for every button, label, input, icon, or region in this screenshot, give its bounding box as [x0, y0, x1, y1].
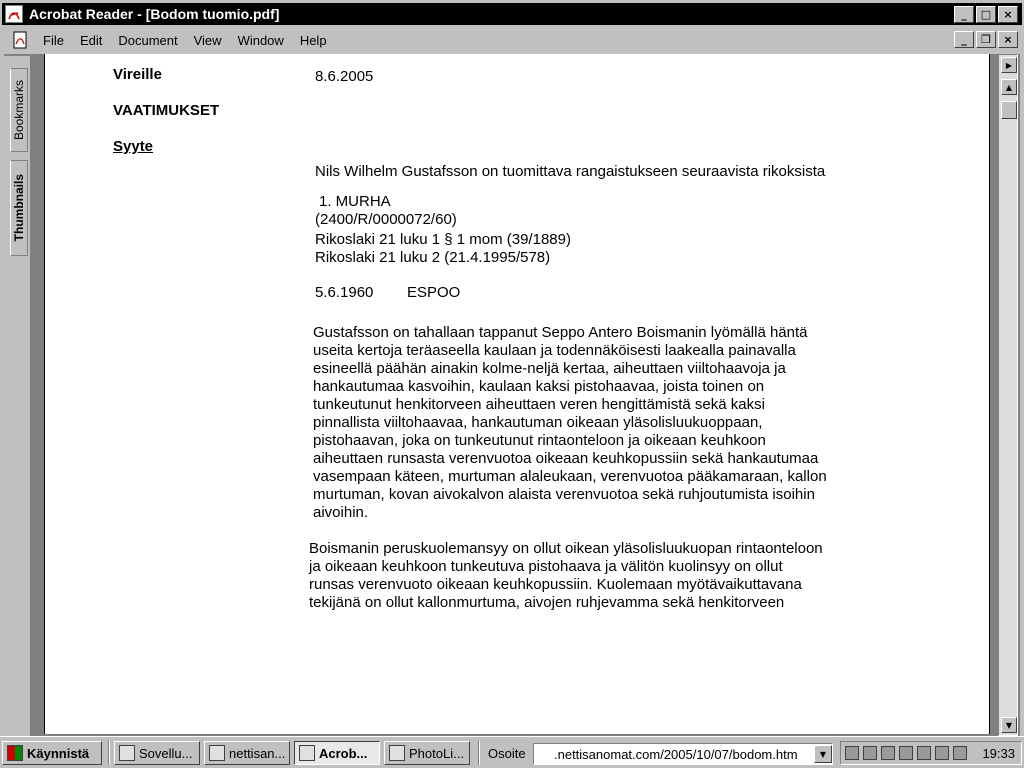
scroll-thumb[interactable] [1001, 101, 1017, 119]
display-icon[interactable] [917, 746, 931, 760]
chevron-down-icon[interactable]: ▼ [814, 745, 832, 763]
scroll-right-arrow-icon[interactable]: ▶ [1001, 57, 1017, 73]
address-label: Osoite [488, 746, 526, 761]
intro-text: Nils Wilhelm Gustafsson on tuomittava rangaistukseen seuraavista rikoksista [315, 163, 826, 180]
paragraph-1-line: aiheuttaen runsasta verenvuotoa oikeaan keuhkopussiin sekä hankautumaa [313, 450, 819, 467]
address-field[interactable] [533, 743, 833, 765]
paragraph-2-line: tekijänä on ollut kallonmurtuma, aivojen ruhjevamma sekä henkitorveen [309, 594, 785, 611]
taskbar-button-acrobat[interactable] [294, 741, 380, 765]
tab-bookmarks-label: Bookmarks [12, 79, 26, 141]
menu-help[interactable]: Help [299, 32, 327, 48]
search-icon[interactable] [863, 746, 877, 760]
browser-icon [209, 745, 225, 761]
navigation-pane-tabs [4, 56, 30, 736]
paragraph-1-line: esineellä päähän ainakin kolme-neljä kertaa, aiheuttaen viiltohaavoja ja [313, 360, 786, 377]
taskbar-button-photolibrary[interactable] [384, 741, 470, 765]
start-button[interactable] [2, 741, 102, 765]
vireille-label: Vireille [113, 66, 162, 83]
paragraph-1-line: useita kertoja teräaseella kaulaan ja todennäköisesti laakealla painavalla [313, 342, 796, 359]
menu-document[interactable]: Document [118, 32, 178, 48]
menu-window[interactable]: Window [237, 32, 284, 48]
menubar [2, 28, 1022, 52]
paragraph-1-line: pistohaavan, joka on tunkeutunut rintaonteloon ja oikeaan keuhkoon [313, 432, 766, 449]
tab-thumbnails[interactable] [10, 160, 28, 256]
clock[interactable]: 19:33 [982, 745, 1015, 761]
paragraph-1-line: Gustafsson on tahallaan tappanut Seppo Antero Boismanin lyömällä häntä [313, 324, 808, 341]
paragraph-2-line: ja oikeaan keuhkoon tunkeutuva pistohaava ja välitön kuolinsyy on ollut [309, 558, 783, 575]
application-icon [119, 745, 135, 761]
paragraph-1-line: aivoihin. [313, 504, 369, 521]
law-reference-2: Rikoslaki 21 luku 2 (21.4.1995/578) [315, 249, 551, 266]
system-tray [840, 741, 1022, 765]
taskbar-button-label: Acrob... [319, 745, 368, 761]
address-value[interactable]: .nettisanomat.com/2005/10/07/bodom.htm [554, 746, 798, 762]
menu-file[interactable]: File [43, 32, 64, 48]
menu-edit[interactable]: Edit [79, 32, 103, 48]
syyte-label: Syyte [113, 138, 154, 155]
network-icon[interactable] [845, 746, 859, 760]
pdf-page [44, 54, 990, 734]
taskbar-button-nettisanomat[interactable] [204, 741, 290, 765]
tab-thumbnails-label: Thumbnails [12, 174, 26, 242]
vireille-date: 8.6.2005 [315, 68, 374, 85]
taskbar-button-label: Sovellu... [139, 745, 193, 761]
doc-minimize-button[interactable]: _ [954, 31, 974, 48]
scroll-down-arrow-icon[interactable]: ▼ [1001, 717, 1017, 733]
event-place: ESPOO [407, 284, 461, 301]
menu-view[interactable]: View [193, 32, 222, 48]
paragraph-2-line: runsas verenvuoto oikeaan keuhkopussiin. Kuolemaan myötävaikuttavana [309, 576, 802, 593]
taskbar-button-label: nettisan... [229, 745, 286, 761]
taskbar-button-label: PhotoLi... [409, 745, 464, 761]
acrobat-app-icon[interactable] [5, 5, 23, 23]
document-icon[interactable] [10, 30, 30, 50]
taskbar [0, 736, 1024, 768]
tab-bookmarks[interactable] [10, 68, 28, 152]
charge-title: 1. MURHA [319, 193, 391, 210]
acrobat-icon [299, 745, 315, 761]
settings-icon[interactable] [935, 746, 949, 760]
maximize-button[interactable]: □ [976, 6, 996, 23]
scroll-up-arrow-icon[interactable]: ▲ [1001, 79, 1017, 95]
antivirus-icon[interactable] [881, 746, 895, 760]
paragraph-1-line: vasempaan käteen, murtuman alaleukaan, verenvuotoa pääkamaraan, kallon [313, 468, 827, 485]
law-reference-1: Rikoslaki 21 luku 1 § 1 mom (39/1889) [315, 231, 571, 248]
close-button[interactable]: × [998, 6, 1018, 23]
window-titlebar[interactable] [2, 3, 1022, 25]
paragraph-1-line: pinnallista viiltohaavaa, hankautuman oikeaan yläsolisluukuoppaan, [313, 414, 763, 431]
paragraph-1-line: tunkeutunut henkitorveen aiheuttaen veren hengittämistä sekä kaksi [313, 396, 765, 413]
vertical-scrollbar[interactable] [998, 54, 1018, 736]
paragraph-1-line: hankautumaa kasvoihin, kaulaan kaksi pistohaavaa, joista toinen on [313, 378, 765, 395]
volume-icon[interactable] [899, 746, 913, 760]
vaatimukset-heading: VAATIMUKSET [113, 102, 220, 119]
users-icon[interactable] [953, 746, 967, 760]
start-label: Käynnistä [27, 745, 90, 761]
doc-restore-button[interactable]: ❐ [976, 31, 996, 48]
doc-close-button[interactable]: × [998, 31, 1018, 48]
paragraph-2-line: Boismanin peruskuolemansyy on ollut oikean yläsolisluukuopan rintaonteloon [309, 540, 823, 557]
minimize-button[interactable]: _ [954, 6, 974, 23]
windows-flag-icon [7, 745, 23, 761]
paragraph-1-line: murtuman, kovan aivokalvon alaista verenvuotoa sekä ruhjoutumista isoihin [313, 486, 815, 503]
charge-reference: (2400/R/0000072/60) [315, 211, 457, 228]
taskbar-button-sovellu[interactable] [114, 741, 200, 765]
event-date: 5.6.1960 [315, 284, 374, 301]
photo-icon [389, 745, 405, 761]
window-title: Acrobat Reader - [Bodom tuomio.pdf] [29, 6, 280, 22]
